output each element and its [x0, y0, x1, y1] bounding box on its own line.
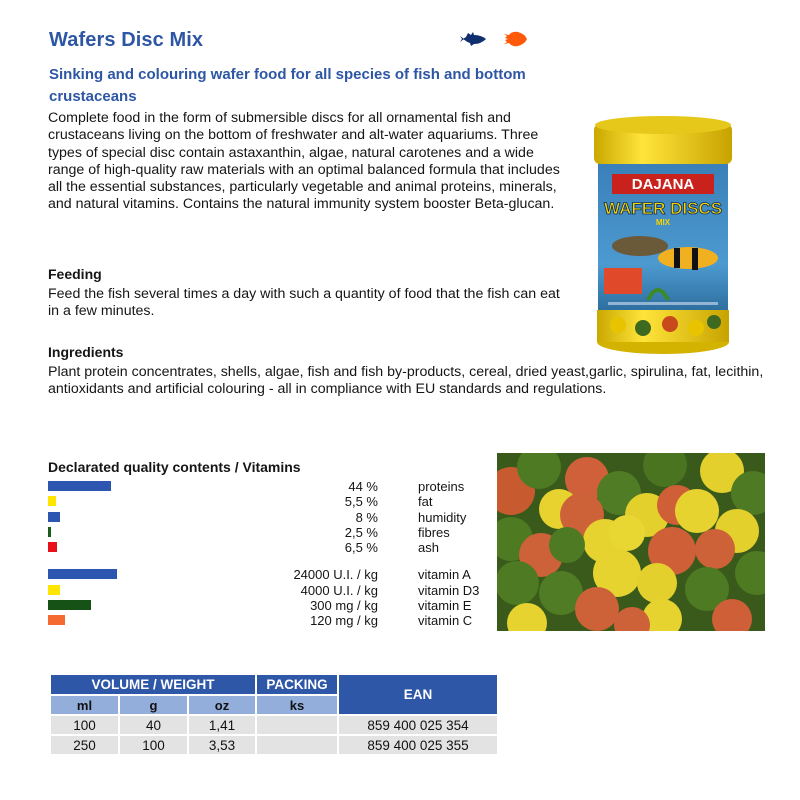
nutrient-label: ash: [418, 540, 439, 555]
freshwater-fish-icon: [458, 30, 488, 48]
wafer-discs-photo: [497, 453, 765, 631]
ks-header: ks: [256, 695, 338, 715]
vitamin-d3-bar: [48, 585, 60, 595]
oz-header: oz: [188, 695, 256, 715]
ean-cell: 859 400 025 354: [338, 715, 498, 735]
nutrient-value: 6,5 %: [344, 540, 378, 555]
vitamin-label: vitamin C: [418, 613, 473, 628]
oz-cell: 3,53: [188, 735, 256, 755]
nutrient-value: 2,5 %: [344, 525, 378, 540]
vitamin-label: vitamin E: [418, 598, 472, 613]
product-can-image: [588, 110, 738, 360]
ean-cell: 859 400 025 355: [338, 735, 498, 755]
vitamin-row-e: [48, 598, 488, 613]
vitamin-value: 4000 U.I. / kg: [300, 583, 378, 598]
fibres-bar: [48, 527, 51, 537]
humidity-bar: [48, 512, 60, 522]
vitamin-row-c: [48, 613, 488, 628]
ml-cell: 100: [50, 715, 119, 735]
vitamin-label: vitamin D3: [418, 583, 480, 598]
marine-fish-icon: [502, 30, 528, 48]
volume-weight-header: VOLUME / WEIGHT: [50, 674, 256, 695]
nutrient-value: 5,5 %: [344, 494, 378, 509]
vitamin-value: 300 mg / kg: [310, 598, 378, 613]
can-product-name: WAFER DISCS: [603, 199, 723, 218]
nutrient-row-fibres: [48, 525, 488, 540]
can-variant: MIX: [655, 218, 671, 227]
feeding-heading: Feeding: [48, 266, 102, 282]
ks-cell: [256, 735, 338, 755]
nutrient-label: humidity: [418, 510, 467, 525]
page-title: Wafers Disc Mix: [49, 29, 204, 51]
nutrient-label: fat: [418, 494, 433, 509]
vitamin-value: 24000 U.I. / kg: [293, 567, 378, 582]
table-row: [50, 715, 498, 735]
vitamin-row-d3: [48, 583, 488, 598]
vitamin-value: 120 mg / kg: [310, 613, 378, 628]
product-description: Complete food in the form of submersible discs for all ornamental fish and crustaceans living on the bottom of freshwater and alt-water aquariums. Three types of special disc contain astaxanthin, algae, natural carotenes and a wide range of high-quality raw materials with an optimal balanced formula that includes all the essential substances, particularly vegetable and animal proteins, minerals, and natural vitamins. Contains the natural immunity system booster Beta-glucan.: [48, 110, 560, 213]
g-header: g: [119, 695, 188, 715]
contents-heading: Declarated quality contents / Vitamins: [48, 459, 301, 475]
nutrient-row-proteins: [48, 479, 488, 494]
oz-cell: 1,41: [188, 715, 256, 735]
ean-header: EAN: [338, 674, 498, 715]
nutrient-row-humidity: [48, 510, 488, 525]
spec-table: [49, 673, 499, 756]
g-cell: 100: [119, 735, 188, 755]
fat-bar: [48, 496, 56, 506]
habitat-icons: [458, 30, 528, 48]
g-cell: 40: [119, 715, 188, 735]
nutrient-value: 8 %: [355, 510, 378, 525]
ml-header: ml: [50, 695, 119, 715]
ingredients-text: Plant protein concentrates, shells, algae, fish and fish by-products, cereal, dried yeast,garlic, spirulina, fat, lecithin, antioxidants and artificial colouring - all in compliance with EU standards and regulations.: [48, 364, 764, 398]
subtitle: Sinking and colouring wafer food for all species of fish and bottom crustaceans: [49, 66, 526, 105]
can-brand: DAJANA: [631, 176, 695, 193]
ks-cell: [256, 715, 338, 735]
table-row: [50, 735, 498, 755]
nutrient-label: proteins: [418, 479, 465, 494]
nutrient-value: 44 %: [348, 479, 378, 494]
vitamin-e-bar: [48, 600, 91, 610]
vitamin-label: vitamin A: [418, 567, 471, 582]
vitamin-row-a: [48, 567, 488, 582]
ml-cell: 250: [50, 735, 119, 755]
ash-bar: [48, 542, 57, 552]
feeding-text: Feed the fish several times a day with such a quantity of food that the fish can eat in a few minutes.: [48, 286, 560, 320]
vitamin-a-bar: [48, 569, 117, 579]
packing-header: PACKING: [256, 674, 338, 695]
nutrient-row-fat: [48, 494, 488, 509]
vitamin-c-bar: [48, 615, 65, 625]
nutrient-label: fibres: [418, 525, 450, 540]
proteins-bar: [48, 481, 111, 491]
ingredients-heading: Ingredients: [48, 344, 124, 360]
nutrient-row-ash: [48, 540, 488, 555]
